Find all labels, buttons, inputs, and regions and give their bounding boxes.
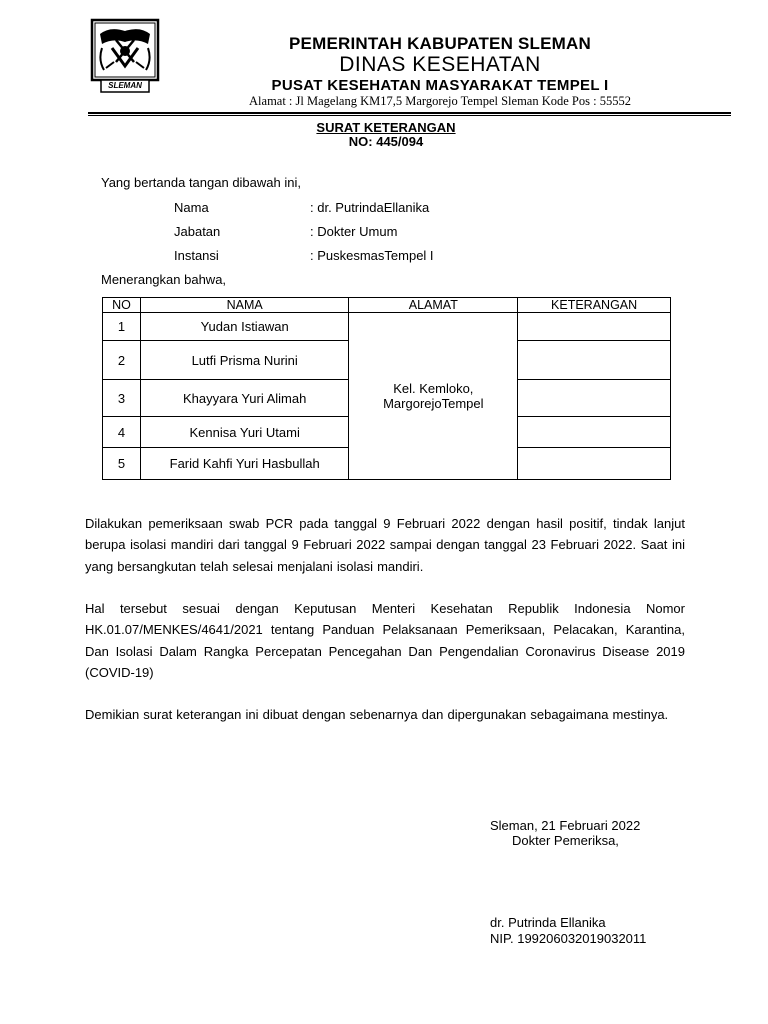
sleman-logo xyxy=(90,18,160,94)
cell-keterangan xyxy=(518,313,671,341)
logo-label: SLEMAN xyxy=(108,81,142,90)
signature-nip: NIP. 199206032019032011 xyxy=(490,931,647,946)
header-government: PEMERINTAH KABUPATEN SLEMAN xyxy=(289,34,591,53)
cell-keterangan xyxy=(518,380,671,417)
alamat-line1: Kel. Kemloko, xyxy=(393,381,474,396)
paragraph-closing: Demikian surat keterangan ini dibuat dengan sebenarnya dan dipergunakan sebagaimana mestinya. xyxy=(85,707,669,722)
signature-name: dr. Putrinda Ellanika xyxy=(490,915,606,930)
signature-place-date: Sleman, 21 Februari 2022 xyxy=(490,818,641,833)
letter-number: NO: 445/094 xyxy=(348,134,424,149)
header-nama: NAMA xyxy=(140,298,349,313)
cell-nama: Lutfi Prisma Nurini xyxy=(140,341,349,380)
field-value-nama: : dr. PutrindaEllanika xyxy=(310,200,430,215)
cell-no: 3 xyxy=(103,380,141,417)
cell-no: 1 xyxy=(103,313,141,341)
paragraph-regulation: Hal tersebut sesuai dengan Keputusan Menteri Kesehatan Republik Indonesia Nomor HK.01.07/MENKES/4641/2021 tentang Panduan Pelaksanaan Pemeriksaan, Pelacakan, Karantina, Dan Isolasi Dalam Rangka Percepatan Pencegahan Dan Pengendalian Coronavirus Disease 2019 (COVID-19) xyxy=(85,601,685,680)
cell-nama: Yudan Istiawan xyxy=(140,313,349,341)
cell-keterangan xyxy=(518,417,671,448)
field-value-jabatan: : Dokter Umum xyxy=(310,224,398,239)
cell-nama: Kennisa Yuri Utami xyxy=(140,417,349,448)
intro-text: Yang bertanda tangan dibawah ini, xyxy=(101,175,301,190)
header-department: DINAS KESEHATAN xyxy=(339,53,541,76)
table-header-row xyxy=(103,298,671,313)
cell-nama: Farid Kahfi Yuri Hasbullah xyxy=(140,448,349,480)
letter-title: SURAT KETERANGAN xyxy=(316,120,456,135)
patient-table xyxy=(102,297,671,480)
cell-no: 4 xyxy=(103,417,141,448)
cell-alamat xyxy=(349,313,518,480)
alamat-line2: MargorejoTempel xyxy=(383,396,484,411)
states-text: Menerangkan bahwa, xyxy=(101,272,227,287)
field-value-instansi: : PuskesmasTempel I xyxy=(310,248,434,263)
cell-keterangan xyxy=(518,341,671,380)
header-puskesmas: PUSAT KESEHATAN MASYARAKAT TEMPEL I xyxy=(271,77,609,94)
signature-role: Dokter Pemeriksa, xyxy=(512,833,619,848)
table-row xyxy=(103,313,671,341)
header-no: NO xyxy=(103,298,141,313)
cell-no: 2 xyxy=(103,341,141,380)
header-keterangan: KETERANGAN xyxy=(518,298,671,313)
field-label-nama: Nama xyxy=(174,200,209,215)
cell-no: 5 xyxy=(103,448,141,480)
header-address: Alamat : Jl Magelang KM17,5 Margorejo Tempel Sleman Kode Pos : 55552 xyxy=(249,94,631,108)
cell-nama: Khayyara Yuri Alimah xyxy=(140,380,349,417)
paragraph-examination: Dilakukan pemeriksaan swab PCR pada tanggal 9 Februari 2022 dengan hasil positif, tindak lanjut berupa isolasi mandiri dari tanggal 9 Februari 2022 sampai dengan tanggal 23 Februari 2022. Saat ini yang bersangkutan telah selesai menjalani isolasi mandiri. xyxy=(85,516,685,574)
header-rule-thick xyxy=(88,112,731,114)
header-alamat: ALAMAT xyxy=(349,298,518,313)
field-label-jabatan: Jabatan xyxy=(174,224,221,239)
header-rule-thin xyxy=(88,115,731,116)
field-label-instansi: Instansi xyxy=(174,248,219,263)
cell-keterangan xyxy=(518,448,671,480)
